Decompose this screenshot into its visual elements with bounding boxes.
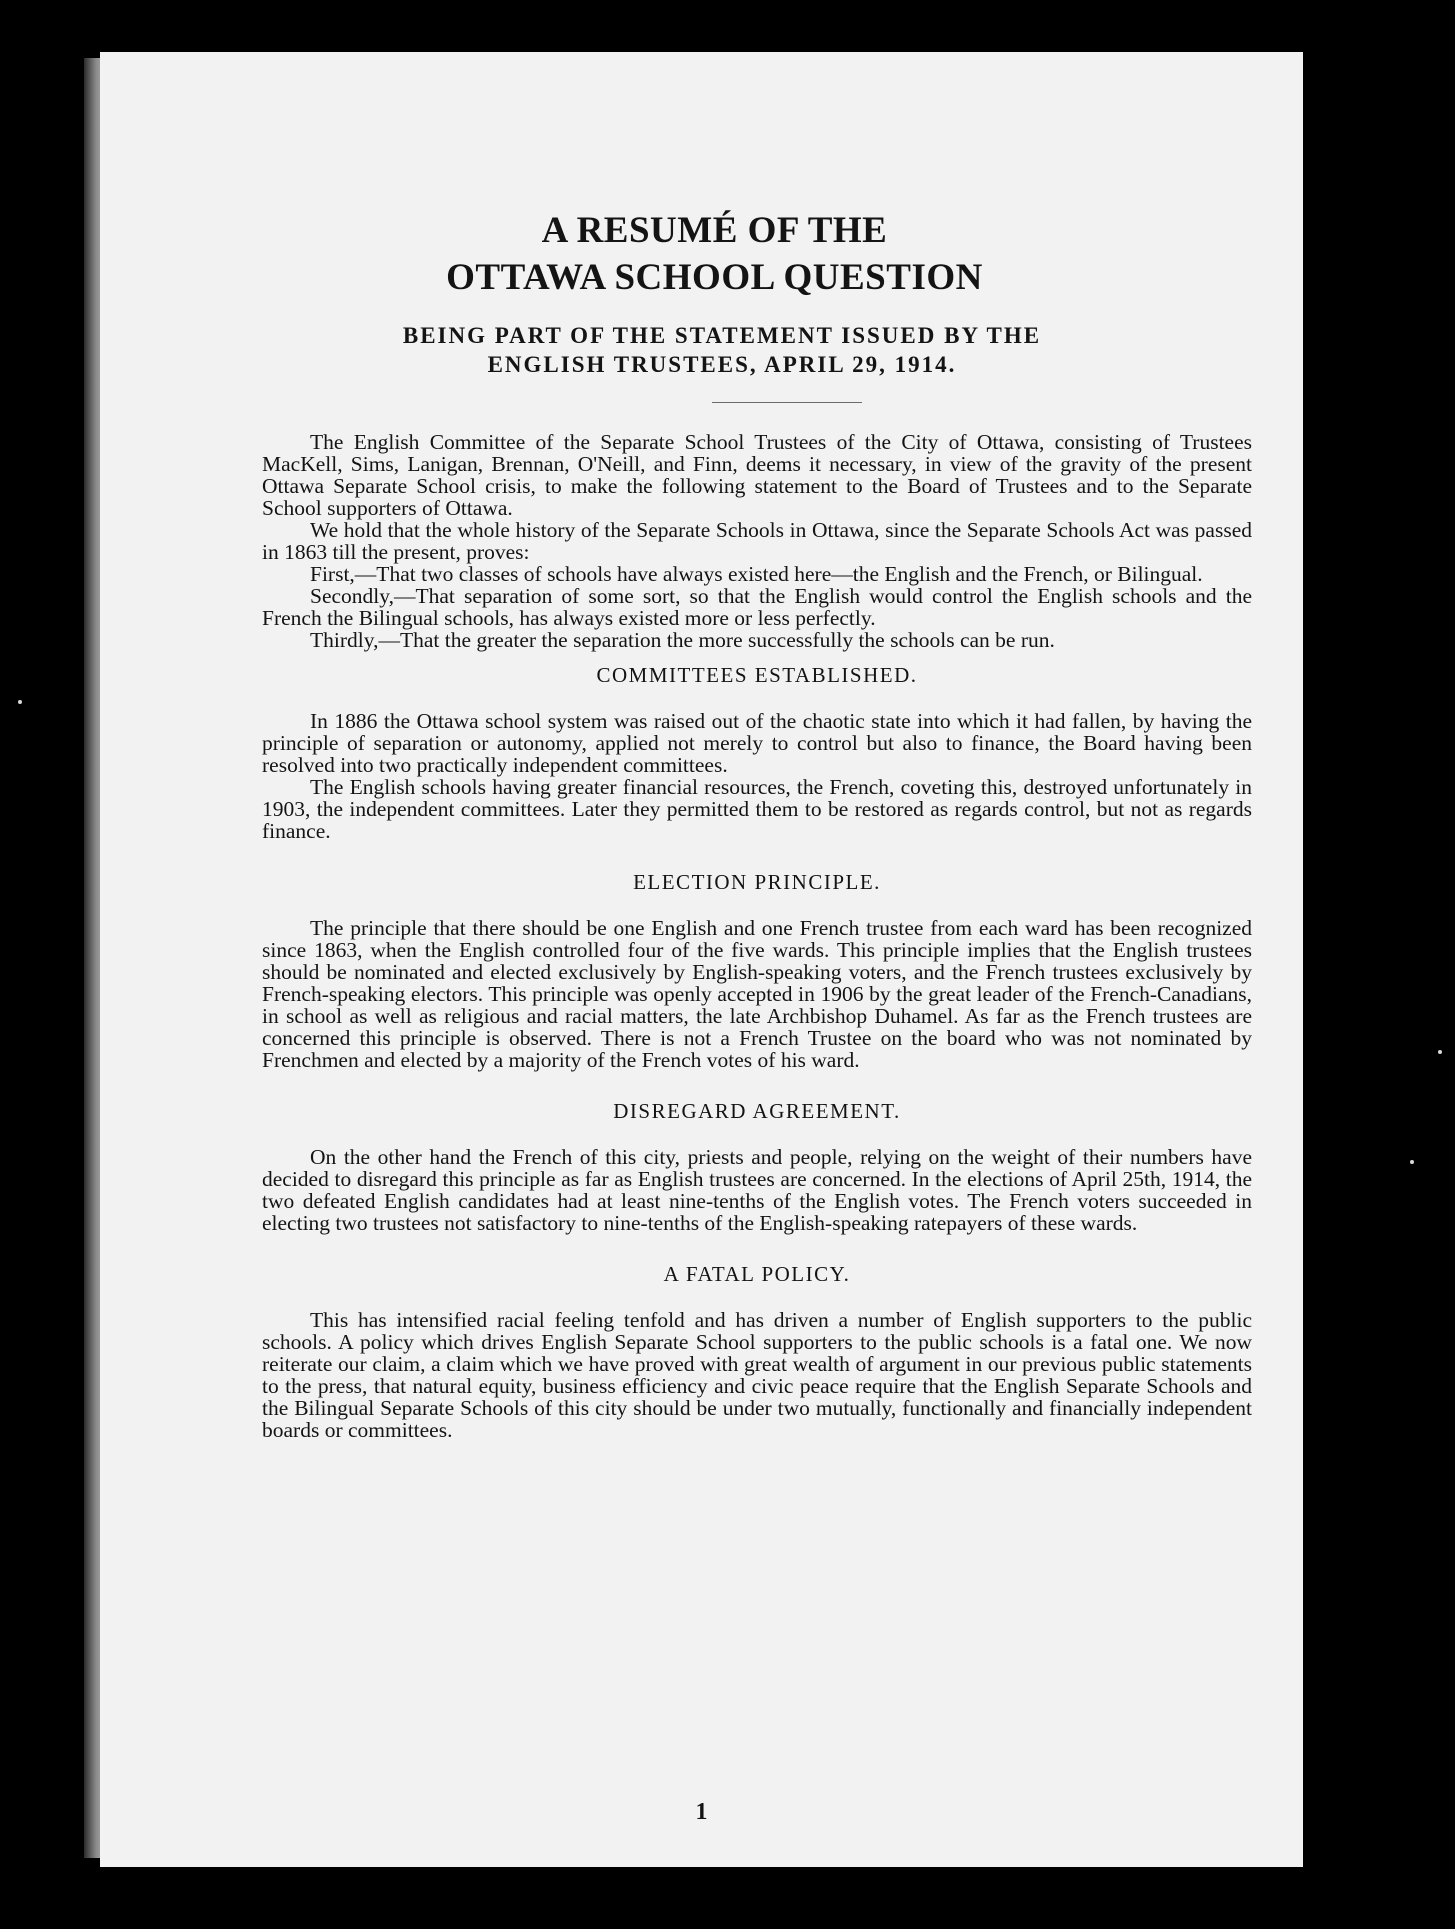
- section-disregard-agreement: [262, 1099, 1252, 1235]
- intro-paragraph: First,—That two classes of schools have always existed here—the English and the French, or Bilingual.: [310, 562, 1203, 586]
- section-fatal-policy: [262, 1262, 1252, 1442]
- section-heading: ELECTION PRINCIPLE.: [633, 870, 881, 894]
- section-heading: COMMITTEES ESTABLISHED.: [596, 663, 918, 687]
- section-paragraph: On the other hand the French of this city, priests and people, relying on the weight of their numbers have decided to disregard this principle as far as English trustees are concerned. In the elections of April 25th, 1914, the two defeated English candidates had at least nine-tenths of the English votes. The French voters succeeded in electing two trustees not satisfactory to nine-tenths of the English-speaking ratepayers of these wards.: [262, 1145, 1252, 1235]
- section-paragraph: The principle that there should be one English and one French trustee from each ward has been recognized since 1863, when the English controlled four of the five wards. This principle implies that the English trustees should be nominated and elected exclusively by English-speaking voters, and the French trustees exclusively by French-speaking electors. This principle was openly accepted in 1906 by the great leader of the French-Canadians, in school as well as religious and racial matters, the late Archbishop Duhamel. As far as the French trustees are concerned this principle is observed. There is not a French Trustee on the board who was not nominated by Frenchmen and elected by a majority of the French votes of his ward.: [262, 916, 1252, 1072]
- document-subtitle: BEING PART OF THE STATEMENT ISSUED BY THE ENGLISH TRUSTEES, APRIL 29, 1914.: [402, 323, 1042, 377]
- scan-speck: [1438, 1050, 1442, 1054]
- section-election-principle: [262, 870, 1252, 1072]
- intro-paragraph: Secondly,—That separation of some sort, so that the English would control the English schools and the French the Bilingual schools, has always existed more or less perfectly.: [262, 584, 1252, 630]
- section-paragraph: This has intensified racial feeling tenfold and has driven a number of English supporters to the public schools. A policy which drives English Separate School supporters to the public schools is a fatal one. We now reiterate our claim, a claim which we have proved with great wealth of argument in our previous public statements to the press, that natural equity, business efficiency and civic peace require that the English Separate Schools and the Bilingual Separate Schools of this city should be under two mutually, functionally and financially independent boards or committees.: [262, 1308, 1252, 1442]
- intro-paragraph: The English Committee of the Separate School Trustees of the City of Ottawa, consisting of Trustees MacKell, Sims, Lanigan, Brennan, O'Neill, and Finn, deems it necessary, in view of the gravity of the present Ottawa Separate School crisis, to make the following statement to the Board of Trustees and to the Separate School supporters of Ottawa.: [262, 430, 1252, 520]
- document-page: [100, 52, 1303, 1867]
- document-title: A RESUMÉ OF THE OTTAWA SCHOOL QUESTION: [446, 210, 983, 298]
- page-number: 1: [695, 1799, 708, 1825]
- section-heading: A FATAL POLICY.: [663, 1262, 851, 1286]
- section-paragraph: In 1886 the Ottawa school system was raised out of the chaotic state into which it had fallen, by having the principle of separation or autonomy, applied not merely to control but also to finance, the Board having been resolved into two practically independent committees.: [262, 709, 1252, 777]
- section-paragraph: The English schools having greater financial resources, the French, coveting this, destroyed unfortunately in 1903, the independent committees. Later they permitted them to be restored as regards control, but not as regards finance.: [262, 775, 1252, 843]
- scan-speck: [1410, 1160, 1414, 1164]
- intro-block: [262, 430, 1252, 652]
- title-divider: [712, 402, 862, 403]
- section-committees-established: [262, 663, 1252, 843]
- intro-paragraph: We hold that the whole history of the Separate Schools in Ottawa, since the Separate Schools Act was passed in 1863 till the present, proves:: [262, 518, 1252, 564]
- scan-speck: [18, 700, 22, 704]
- section-heading: DISREGARD AGREEMENT.: [613, 1099, 901, 1123]
- intro-paragraph: Thirdly,—That the greater the separation the more successfully the schools can be run.: [310, 628, 1055, 652]
